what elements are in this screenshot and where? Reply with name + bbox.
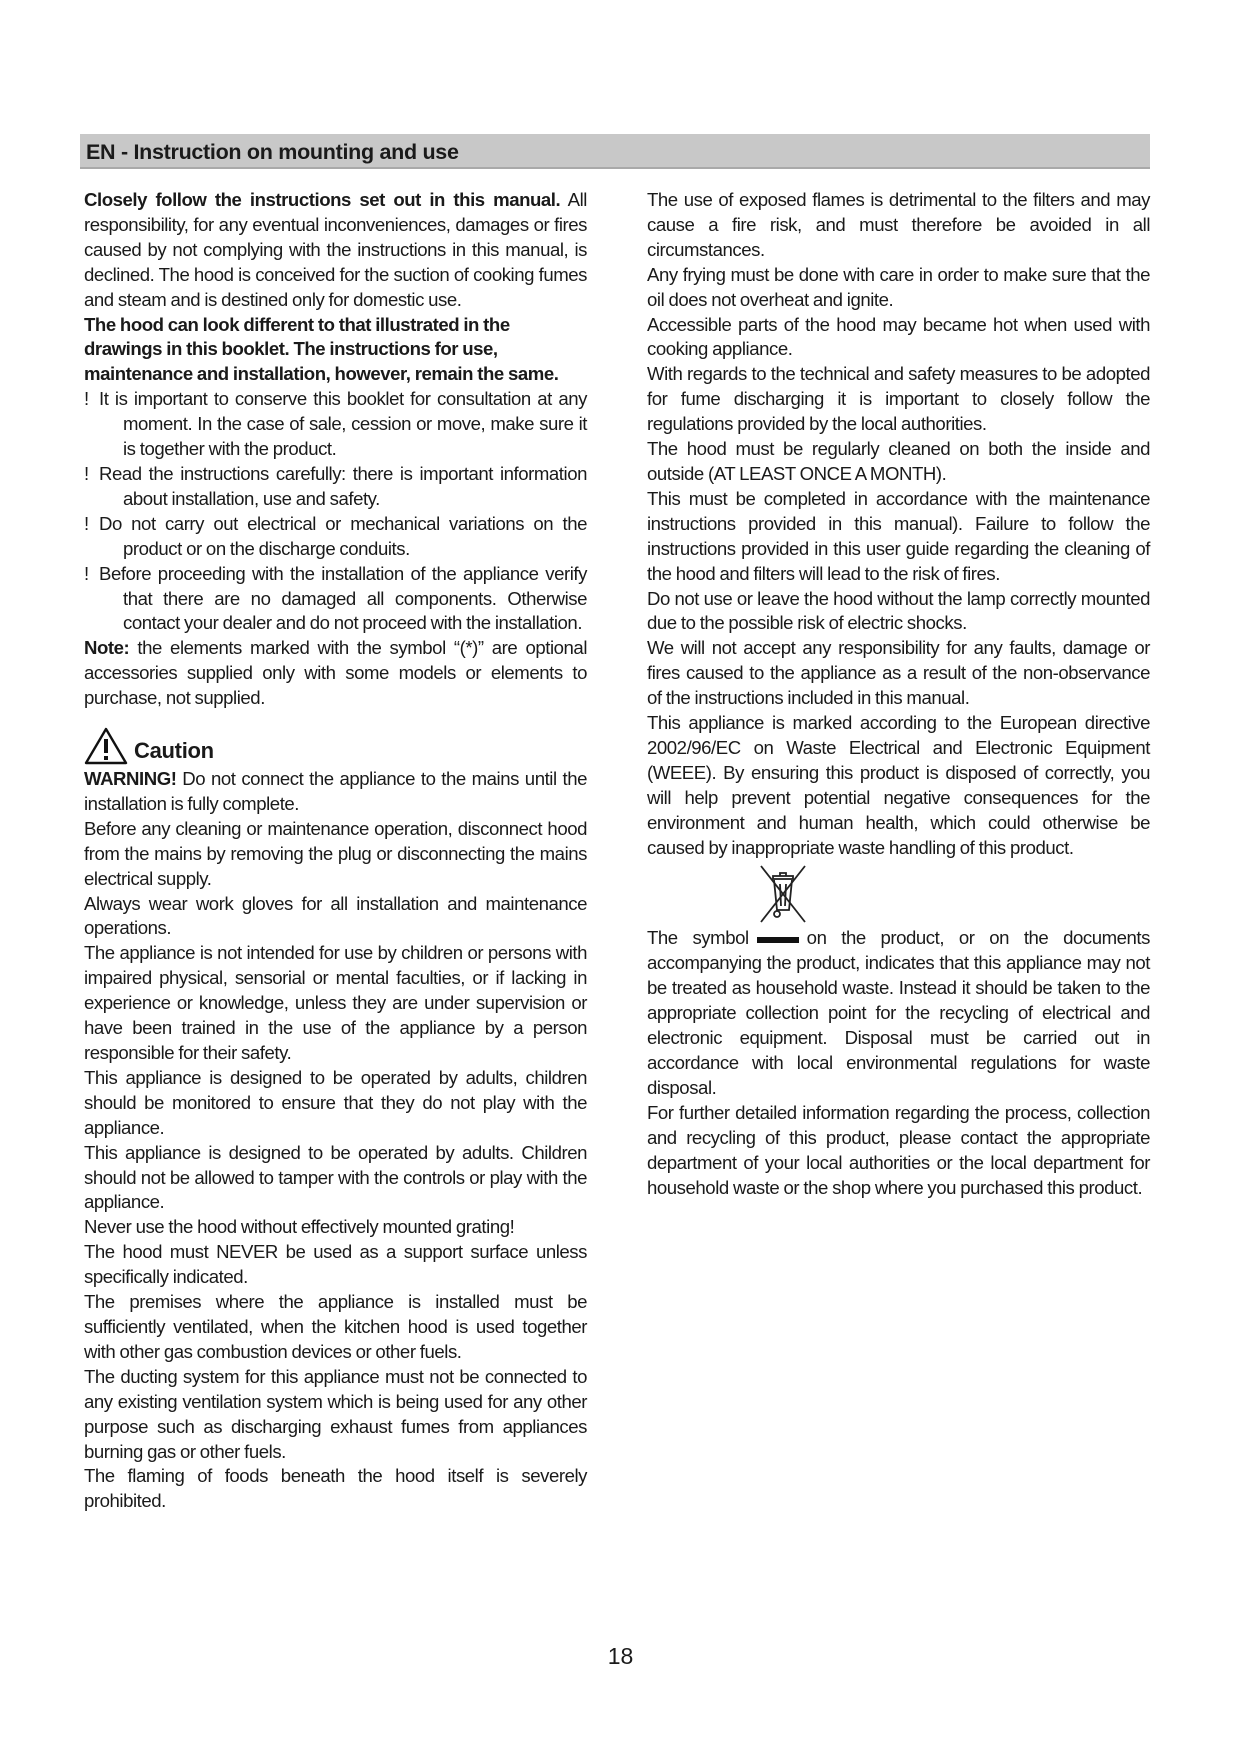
bold-note: The hood can look different to that illustrated in the drawings in this booklet. The instructions for use, maintenance and installation, however, remain the same. [84, 313, 559, 385]
body-paragraph: For further detailed information regarding the process, collection and recycling of this product, please contact the appropriate department of your local authorities or the local department for household waste or the shop where you purchased this product. [647, 1101, 1150, 1198]
body-paragraph: The use of exposed flames is detrimental to the filters and may cause a fire risk, and must therefore be avoided in all circumstances. [647, 189, 1150, 260]
page-number: 18 [607, 1643, 634, 1669]
note-label: Note: [84, 637, 130, 659]
bullet-item: ! Do not carry out electrical or mechanical variations on the product or on the discharge conduits. [84, 512, 587, 559]
body-paragraph: The ducting system for this appliance must not be connected to any existing ventilation system which is being used for any other purpose such as discharging exhaust fumes from appliances burning gas or other fuels. [84, 1365, 587, 1462]
body-paragraph: We will not accept any responsibility for any faults, damage or fires caused to the appliance as a result of the non-observance of the instructions included in this manual. [647, 637, 1150, 709]
body-paragraph: Accessible parts of the hood may became hot when used with cooking appliance. [647, 313, 1150, 360]
body-paragraph: Do not use or leave the hood without the lamp correctly mounted due to the possible risk of electric shocks. [647, 587, 1150, 634]
page-title: EN - Instruction on mounting and use [86, 140, 459, 164]
caution-heading [84, 727, 587, 767]
body-paragraph: The flaming of foods beneath the hood itself is severely prohibited. [84, 1465, 587, 1512]
exclamation-mark: ! [84, 388, 89, 410]
section-title-bar [80, 134, 1150, 169]
body-paragraph: This must be completed in accordance with the maintenance instructions provided in this manual). Failure to follow the instructions provided in this user guide regarding the cleaning of the hood and filters will lead to the risk of fires. [647, 487, 1150, 584]
body-paragraph: The appliance is not intended for use by children or persons with impaired physical, sensorial or mental faculties, or if lacking in experience or knowledge, unless they are under supervision or have been trained in the use of the appliance by a person responsible for their safety. [84, 942, 587, 1063]
exclamation-mark: ! [84, 462, 89, 484]
body-paragraph: This appliance is designed to be operated by adults. Children should not be allowed to tamper with the controls or play with the appliance. [84, 1141, 587, 1213]
weee-paragraph: This appliance is marked according to the European directive 2002/96/EC on Waste Electrical and Electronic Equipment (WEEE). By ensuring this product is disposed of correctly, you will help prevent potential negative consequences for the environment and human health, which could otherwise be caused by inappropriate waste handling of this product. [647, 712, 1150, 858]
black-bar-symbol-icon [757, 937, 799, 943]
intro-paragraph [84, 188, 587, 313]
bullet-item: ! Before proceeding with the installation of the appliance verify that there are no damaged all components. Otherwise contact your dealer and do not proceed with the installation. [84, 562, 587, 634]
body-paragraph: This appliance is designed to be operated by adults, children should be monitored to ensure that they do not play with the appliance. [84, 1066, 587, 1138]
body-paragraph: With regards to the technical and safety measures to be adopted for fume discharging it is important to closely follow the regulations provided by the local authorities. [647, 363, 1150, 435]
body-paragraph: Never use the hood without effectively mounted grating! [84, 1216, 515, 1238]
body-paragraph: The hood must be regularly cleaned on both the inside and outside (AT LEAST ONCE A MONTH). [647, 438, 1150, 484]
crossed-bin-icon [755, 864, 811, 926]
body-paragraph: Any frying must be done with care in order to make sure that the oil does not overheat and ignite. [647, 263, 1150, 310]
exclamation-mark: ! [84, 562, 89, 584]
left-column [84, 188, 587, 1514]
body-paragraph: Always wear work gloves for all installation and maintenance operations. [84, 892, 587, 939]
body-paragraph: Before any cleaning or maintenance operation, disconnect hood from the mains by removing the plug or disconnecting the mains electrical supply. [84, 817, 587, 889]
caution-title: Caution [134, 738, 214, 764]
weee-symbol [647, 864, 1150, 926]
bullet-item: ! It is important to conserve this booklet for consultation at any moment. In the case of sale, cession or move, make sure it is together with the product. [84, 388, 587, 460]
body-paragraph: The premises where the appliance is installed must be sufficiently ventilated, when the kitchen hood is used together with other gas combustion devices or other fuels. [84, 1291, 587, 1362]
intro-text: All responsibility, for any eventual inconveniences, damages or fires caused by not complying with the instructions in this manual, is declined. The hood is conceived for the suction of cooking fumes and steam and is destined only for domestic use. [84, 189, 587, 310]
exclamation-mark: ! [84, 512, 89, 534]
warning-label: WARNING! [84, 768, 177, 790]
intro-bold: Closely follow the instructions set out in this manual. [84, 189, 561, 210]
warning-triangle-icon [84, 727, 128, 765]
symbol-paragraph: The symbol on the product, or on the documents accompanying the product, indicates that this appliance may not be treated as household waste. Instead it should be taken to the appropriate collection point for the recycling of electrical and electronic equipment. Disposal must be carried out in accordance with local environmental regulations for waste disposal. [647, 927, 1150, 1098]
note-paragraph: Note: the elements marked with the symbol “(*)” are optional accessories supplied only with some models or elements to purchase, not supplied. [84, 637, 587, 709]
bullet-item: ! Read the instructions carefully: there is important information about installation, use and safety. [84, 462, 587, 509]
body-paragraph: The hood must NEVER be used as a support surface unless specifically indicated. [84, 1241, 587, 1288]
warning-paragraph: WARNING! Do not connect the appliance to the mains until the installation is fully complete. [84, 768, 587, 814]
right-column [647, 188, 1150, 1200]
